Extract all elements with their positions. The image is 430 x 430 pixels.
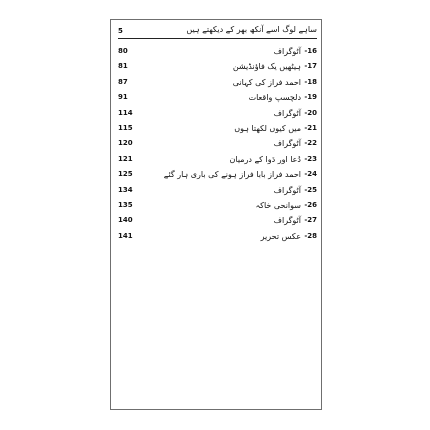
header-rule <box>118 38 317 39</box>
toc-entry-number: -22 <box>304 139 317 148</box>
toc-entry-number: -18 <box>304 77 317 86</box>
toc-title: آٹوگراف <box>273 139 301 149</box>
toc-entry-number: -25 <box>304 185 317 194</box>
toc-title: عکس تحریر <box>260 231 301 241</box>
toc-title: آٹوگراف <box>273 108 301 118</box>
toc-page-number: 91 <box>118 93 128 102</box>
toc-page-number: 140 <box>118 216 133 225</box>
toc-entry-number: -20 <box>304 108 317 117</box>
toc-entry <box>118 167 317 182</box>
toc-title: دلچسپ واقعات <box>248 93 301 103</box>
toc-entry-number: -21 <box>304 123 317 132</box>
toc-entry <box>118 59 317 74</box>
toc-title: دُعا اور دَوا کے درمیان <box>229 154 301 164</box>
toc-entry <box>118 183 317 198</box>
toc-page-number: 87 <box>118 77 128 86</box>
toc-entry-number: -24 <box>304 170 317 179</box>
toc-page-number: 80 <box>118 47 128 55</box>
toc-title: ہیٹھیں یک فاؤنڈیشن <box>232 62 301 72</box>
toc-entry <box>118 90 317 105</box>
toc-page-number: 121 <box>118 154 133 163</box>
toc-entry <box>118 121 317 136</box>
toc-entry <box>118 198 317 213</box>
toc-title: میں کیوں لکھتا ہوں <box>234 123 301 133</box>
toc-entry-number: -27 <box>304 216 317 225</box>
toc-entry-number: -16 <box>304 47 317 55</box>
page-number: 5 <box>118 27 123 35</box>
toc-title: احمد فراز بابا فراز ہونے کی باری ہار گئے <box>163 170 301 180</box>
toc-page-number: 115 <box>118 123 133 132</box>
table-of-contents <box>118 44 317 244</box>
toc-title: آٹوگراف <box>273 216 301 226</box>
running-title: ساہے لوگ اسے آنکھ بھر کے دیکھتے ہیں <box>186 25 317 34</box>
toc-page-number: 134 <box>118 185 133 194</box>
toc-page-number: 120 <box>118 139 133 148</box>
toc-entry <box>118 44 317 59</box>
toc-title: احمد فراز کی کہانی <box>232 77 301 87</box>
toc-page-number: 81 <box>118 62 128 71</box>
toc-entry-number: -23 <box>304 154 317 163</box>
toc-page-number: 135 <box>118 200 133 209</box>
toc-entry <box>118 229 317 244</box>
toc-entry <box>118 136 317 151</box>
toc-entry-number: -26 <box>304 200 317 209</box>
toc-title: آٹوگراف <box>273 185 301 195</box>
toc-title: سوانحی خاکہ <box>255 200 301 210</box>
toc-entry <box>118 152 317 167</box>
toc-entry <box>118 213 317 228</box>
page-header <box>118 24 317 38</box>
toc-title: آٹوگراف <box>273 47 301 56</box>
toc-entry <box>118 75 317 90</box>
toc-entry <box>118 106 317 121</box>
toc-entry-number: -17 <box>304 62 317 71</box>
toc-page-number: 141 <box>118 231 133 240</box>
toc-entry-number: -19 <box>304 93 317 102</box>
toc-page-number: 125 <box>118 170 133 179</box>
toc-entry-number: -28 <box>304 231 317 240</box>
toc-page-number: 114 <box>118 108 133 117</box>
